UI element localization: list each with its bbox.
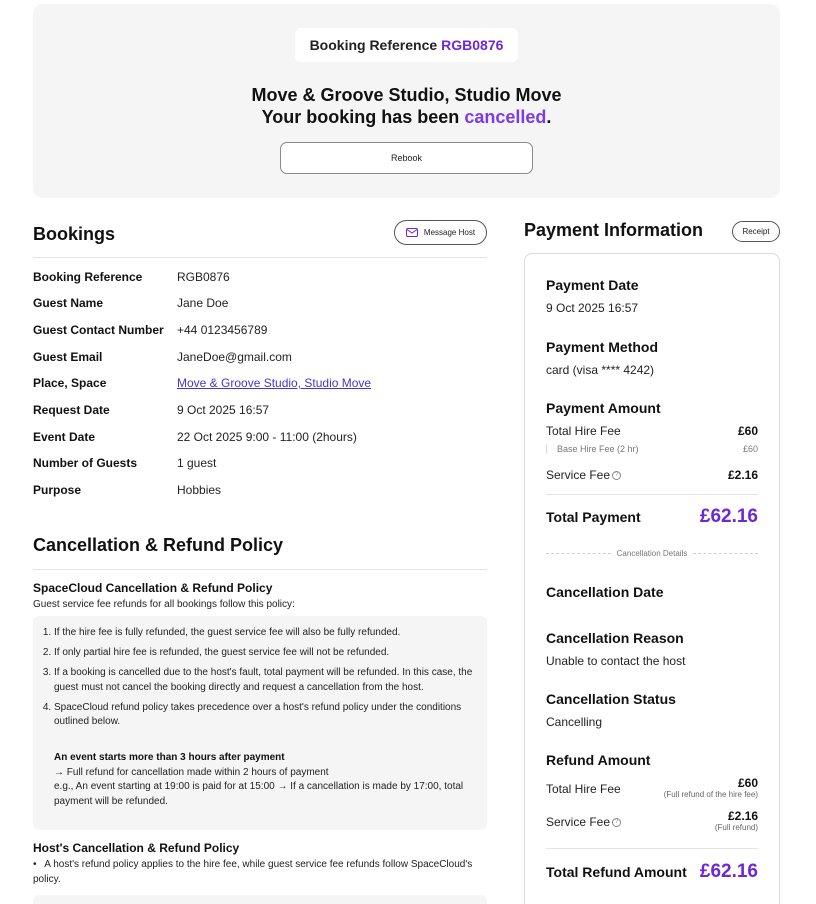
venue-name: Move & Groove Studio, Studio Move <box>251 85 562 105</box>
service-fee-row <box>546 468 758 482</box>
policy-item: 3. If a booking is cancelled due to the host's fault, total payment will be refunded. In this case, the guest must not cancel the booking directly and request a cancellation from the host. <box>54 666 479 695</box>
host-policy-bullet: • A host's refund policy applies to the hire fee, while guest service fee refunds follow SpaceCloud's policy. <box>33 859 473 885</box>
dashed-line <box>693 553 758 554</box>
total-refund-row <box>546 861 758 883</box>
payment-card <box>524 253 780 904</box>
base-fee-label: Base Hire Fee (2 hr) <box>557 444 639 454</box>
hire-fee-value: £60 <box>737 424 758 438</box>
policy-box <box>33 616 487 830</box>
message-host-button[interactable] <box>394 220 487 245</box>
row-value: RGB0876 <box>177 270 230 284</box>
cancellation-status-label: Cancellation Status <box>546 691 676 707</box>
cancellation-reason-value: Unable to contact the host <box>546 654 686 668</box>
policy-item: 1. If the hire fee is fully refunded, the guest service fee will also be fully refunded. <box>54 626 479 641</box>
cancellation-status-value: Cancelling <box>546 715 603 729</box>
status-suffix: . <box>546 107 552 127</box>
payment-method-label: Payment Method <box>546 339 659 355</box>
bookings-title: Bookings <box>33 224 116 244</box>
refund-service-note: (Full refund) <box>714 823 758 832</box>
policy-example-line: e.g., An event starting at 19:00 is paid for at 15:00 → If a cancellation is made by 17:00, total payment will be refunded. <box>54 781 464 807</box>
row-label: Number of Guests <box>33 456 138 470</box>
status-word: cancelled <box>464 107 547 127</box>
base-fee-value: £60 <box>742 444 758 454</box>
mail-icon <box>406 228 418 237</box>
status-prefix: Your booking has been <box>261 107 460 127</box>
row-value: 22 Oct 2025 9:00 - 11:00 (2hours) <box>177 430 357 444</box>
policy-divider <box>33 569 487 570</box>
row-label: Guest Name <box>33 296 104 310</box>
row-label: Guest Email <box>33 350 103 364</box>
help-icon[interactable]: ? <box>612 471 621 480</box>
row-value: Hobbies <box>177 483 222 497</box>
policy-item: 4. SpaceCloud refund policy takes precedence over a host's refund policy under the conditions outlined below. <box>54 701 479 730</box>
refund-hire-amount <box>664 776 758 799</box>
payment-method-value: card (visa **** 4242) <box>546 363 655 377</box>
refund-hire-value: £60 <box>737 776 758 790</box>
refund-service-amount <box>715 809 758 832</box>
row-label: Booking Reference <box>33 270 143 284</box>
booking-reference-pill <box>295 28 518 62</box>
cancellation-reason-label: Cancellation Reason <box>546 630 684 646</box>
spacecloud-policy-title: SpaceCloud Cancellation & Refund Policy <box>33 581 273 595</box>
policy-item: 2. If only partial hire fee is refunded, the guest service fee will not be refunded. <box>54 646 479 661</box>
booking-status-banner <box>33 4 780 198</box>
cancellation-date-label: Cancellation Date <box>546 584 664 600</box>
total-payment-value: £62.16 <box>699 506 758 527</box>
refund-hire-label: Total Hire Fee <box>546 782 621 796</box>
row-label: Purpose <box>33 483 82 497</box>
policy-example <box>54 751 474 809</box>
booking-status-heading <box>33 84 780 128</box>
refund-divider <box>546 848 758 849</box>
refund-service-label-wrap <box>546 815 621 829</box>
help-icon[interactable]: ? <box>612 818 621 827</box>
payment-title: Payment Information <box>524 220 704 240</box>
refund-service-value: £2.16 <box>727 809 758 823</box>
payment-divider <box>546 494 758 495</box>
service-fee-label-wrap <box>546 468 621 482</box>
message-host-label: Message Host <box>423 228 476 237</box>
row-label: Guest Contact Number <box>33 323 164 337</box>
receipt-button[interactable]: Receipt <box>732 221 780 242</box>
policy-title: Cancellation & Refund Policy <box>33 535 284 555</box>
row-label: Place, Space <box>33 376 107 390</box>
row-value: +44 0123456789 <box>177 323 268 337</box>
total-payment-label: Total Payment <box>546 509 641 525</box>
hire-fee-label: Total Hire Fee <box>546 424 621 438</box>
host-policy-text: A host's refund policy applies to the hire fee, while guest service fee refunds follow SpaceCloud's policy. <box>33 859 473 885</box>
refund-amount-label: Refund Amount <box>546 752 651 768</box>
total-refund-value: £62.16 <box>699 861 758 882</box>
row-value: 1 guest <box>177 456 217 470</box>
hire-fee-row <box>546 424 758 438</box>
cancellation-details-label: Cancellation Details <box>616 549 688 558</box>
payment-date-label: Payment Date <box>546 277 639 293</box>
policy-list <box>41 626 479 735</box>
host-policy-title: Host's Cancellation & Refund Policy <box>33 841 240 855</box>
row-value: Jane Doe <box>177 296 229 310</box>
refund-hire-row <box>546 776 758 799</box>
dashed-line <box>546 553 611 554</box>
host-policy-box <box>33 895 487 904</box>
payment-amount-label: Payment Amount <box>546 400 661 416</box>
cancellation-details-divider <box>546 549 758 558</box>
bookings-divider <box>33 257 487 258</box>
total-refund-label: Total Refund Amount <box>546 864 687 880</box>
place-space-link[interactable]: Move & Groove Studio, Studio Move <box>177 376 372 390</box>
refund-hire-note: (Full refund of the hire fee) <box>663 790 758 799</box>
spacecloud-policy-desc: Guest service fee refunds for all bookings follow this policy: <box>33 599 295 610</box>
row-label: Request Date <box>33 403 110 417</box>
payment-date-value: 9 Oct 2025 16:57 <box>546 301 639 315</box>
refund-service-label: Service Fee <box>546 815 611 829</box>
booking-reference-label: Booking Reference <box>309 37 438 53</box>
base-fee-row <box>546 444 758 454</box>
refund-service-row <box>546 809 758 832</box>
rebook-button[interactable]: Rebook <box>280 142 533 174</box>
booking-reference-value: RGB0876 <box>441 37 504 53</box>
service-fee-label: Service Fee <box>546 468 611 482</box>
service-fee-value: £2.16 <box>727 468 758 482</box>
status-line <box>33 106 780 128</box>
policy-example-head: An event starts more than 3 hours after payment <box>54 752 285 763</box>
row-value: JaneDoe@gmail.com <box>177 350 292 364</box>
row-value: 9 Oct 2025 16:57 <box>177 403 270 417</box>
row-label: Event Date <box>33 430 96 444</box>
policy-example-line: → Full refund for cancellation made within 2 hours of payment <box>54 766 329 778</box>
total-payment-row <box>546 506 758 528</box>
